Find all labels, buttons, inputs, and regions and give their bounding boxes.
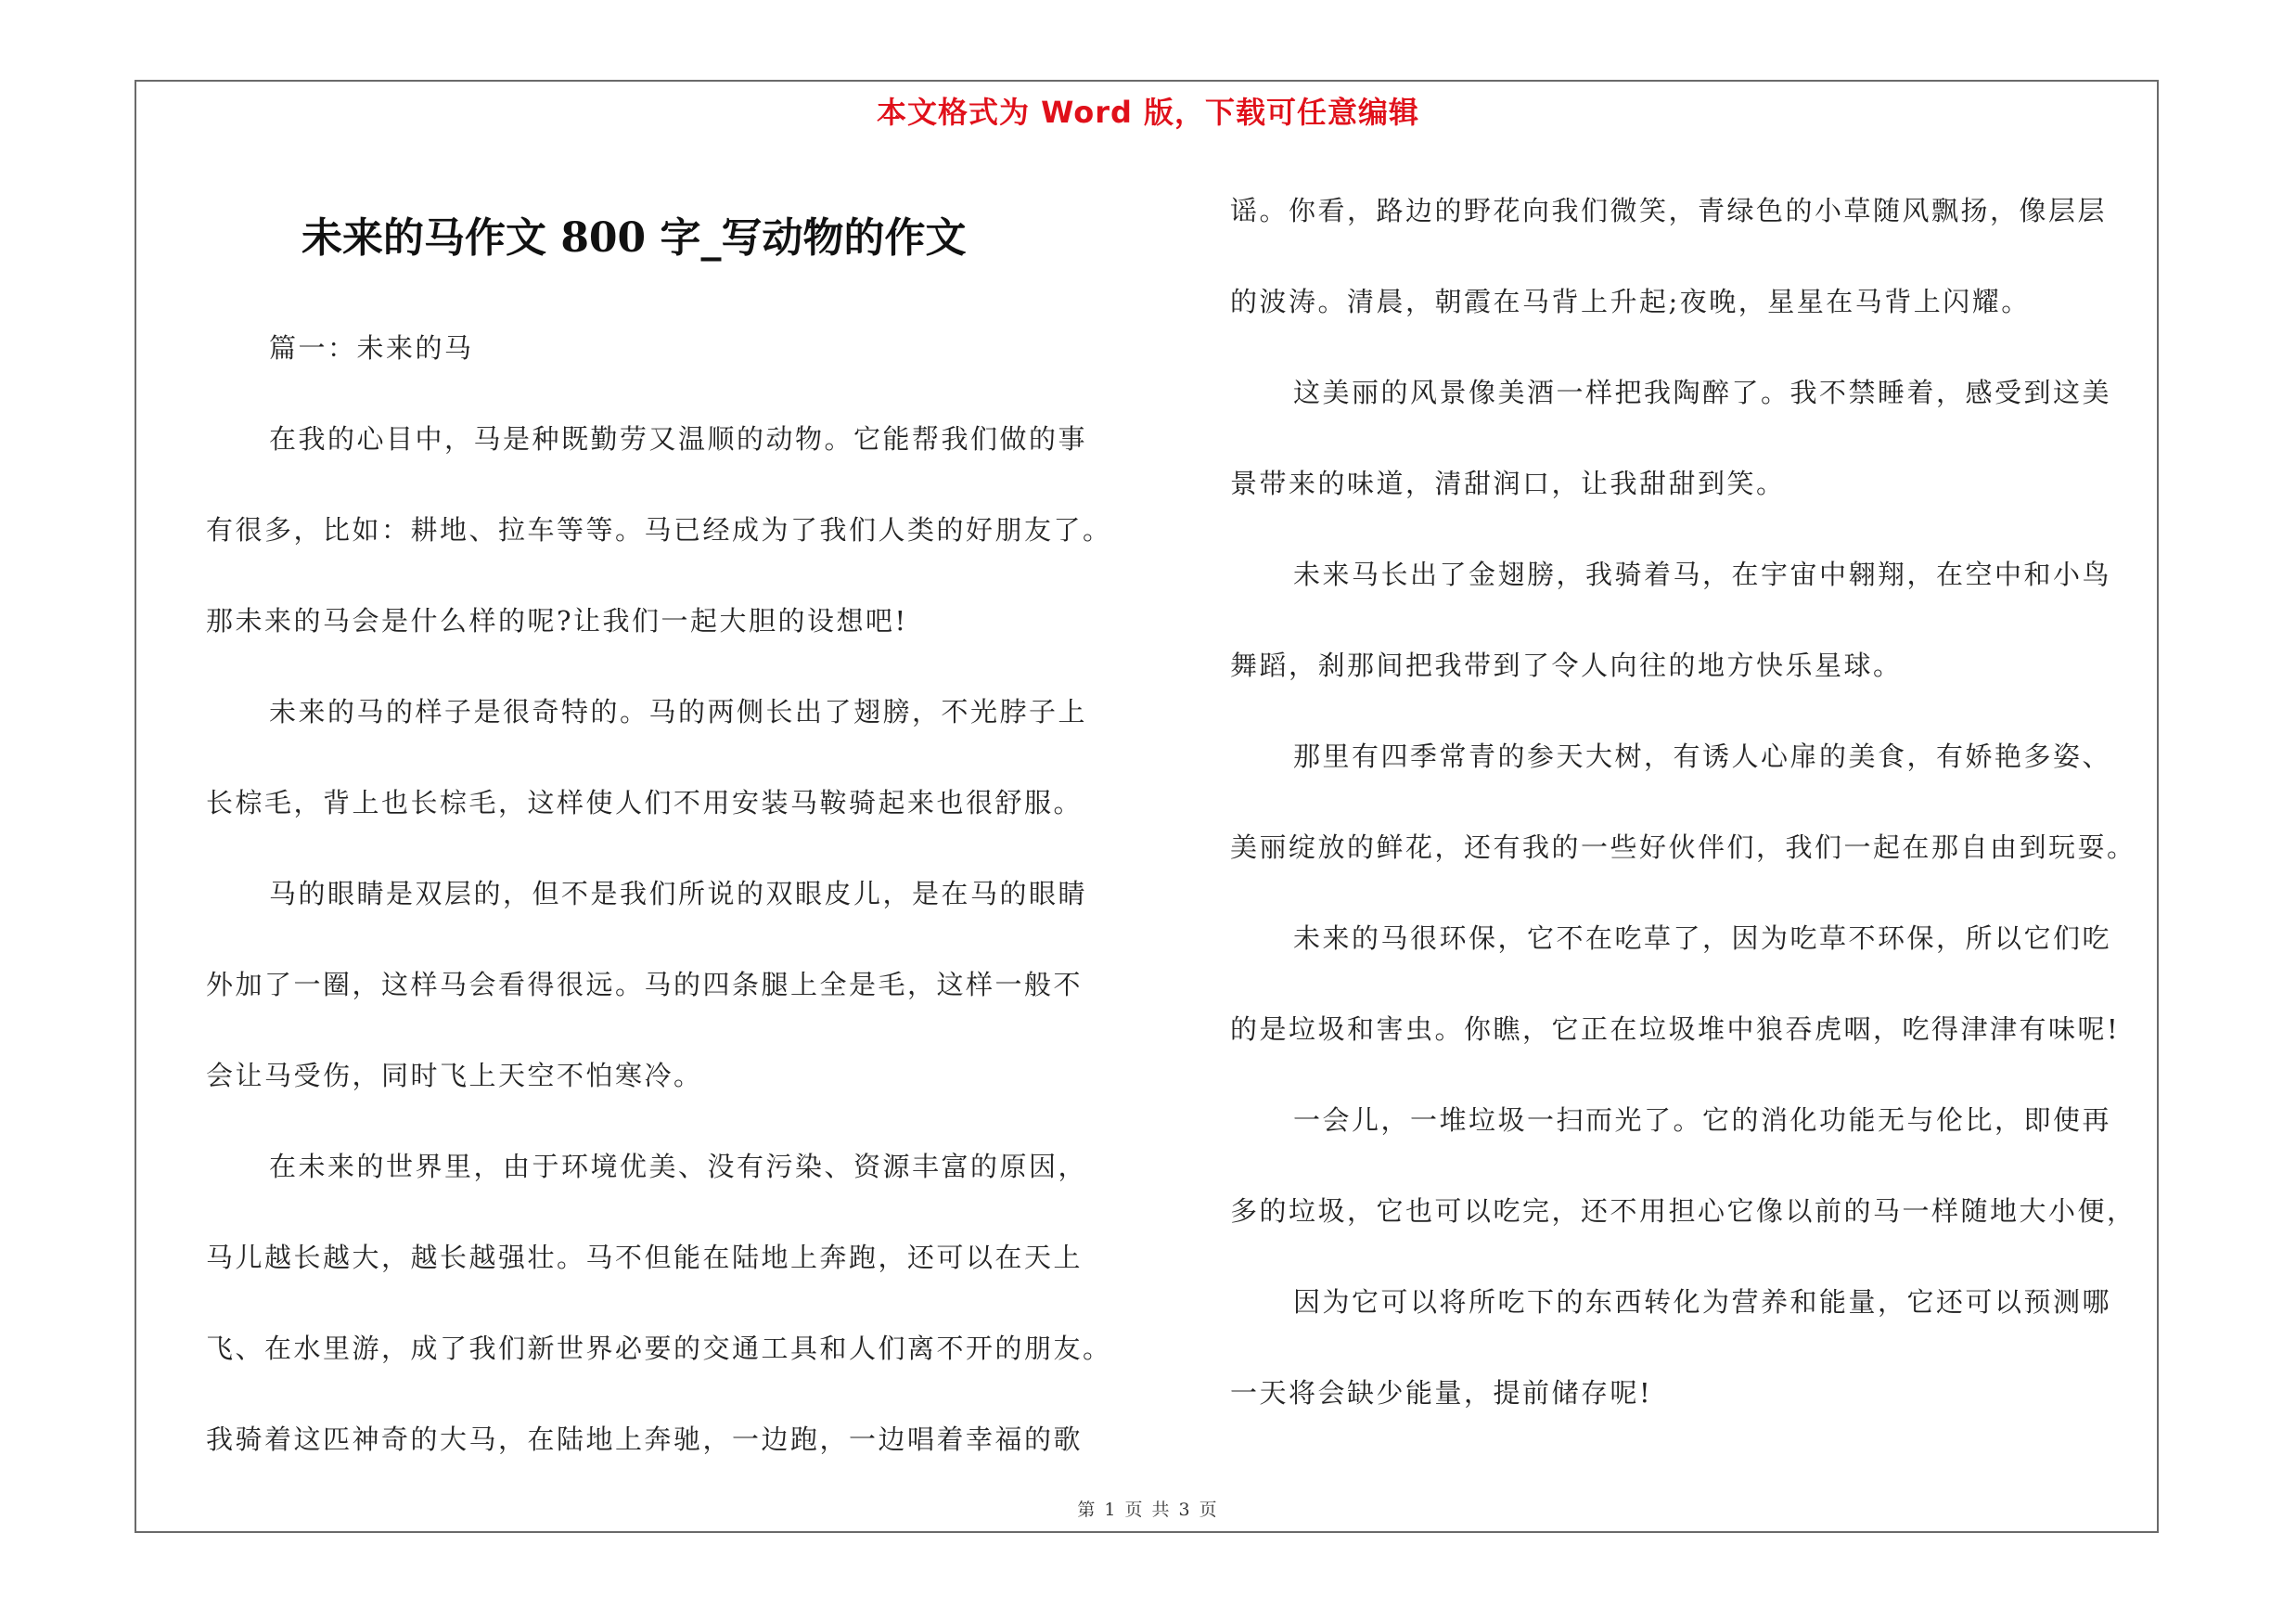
text-line: 一会儿，一堆垃圾一扫而光了。它的消化功能无与伦比，即使再 [1293,1104,2112,1136]
text-line: 美丽绽放的鲜花，还有我的一些好伙伴们，我们一起在那自由到玩耍。 [1230,831,2136,863]
text-line: 会让马受伤，同时飞上天空不怕寒冷。 [206,1060,703,1091]
text-line: 一天将会缺少能量，提前储存呢! [1230,1377,1653,1409]
text-line: 飞、在水里游，成了我们新世界必要的交通工具和人们离不开的朋友。 [206,1333,1112,1364]
text-line: 多的垃圾，它也可以吃完，还不用担心它像以前的马一样随地大小便， [1230,1195,2136,1227]
text-line: 因为它可以将所吃下的东西转化为营养和能量，它还可以预测哪 [1293,1286,2112,1318]
text-line: 马儿越长越大，越长越强壮。马不但能在陆地上奔跑，还可以在天上 [206,1242,1084,1273]
text-line: 马的眼睛是双层的，但不是我们所说的双眼皮儿，是在马的眼睛 [269,878,1088,909]
document-title: 未来的马作文 800 字_写动物的作文 [301,214,967,262]
text-line: 我骑着这匹神奇的大马，在陆地上奔驰，一边跑，一边唱着幸福的歌 [206,1423,1084,1455]
text-line: 未来马长出了金翅膀，我骑着马，在宇宙中翱翔，在空中和小鸟 [1293,559,2112,590]
text-line: 在我的心目中，马是种既勤劳又温顺的动物。它能帮我们做的事 [269,423,1088,455]
text-line: 那未来的马会是什么样的呢?让我们一起大胆的设想吧! [206,605,908,637]
text-line: 长棕毛，背上也长棕毛，这样使人们不用安装马鞍骑起来也很舒服。 [206,787,1084,818]
text-line: 未来的马的样子是很奇特的。马的两侧长出了翅膀，不光脖子上 [269,696,1088,728]
text-line: 未来的马很环保，它不在吃草了，因为吃草不环保，所以它们吃 [1293,922,2112,954]
text-line: 谣。你看，路边的野花向我们微笑，青绿色的小草随风飘扬，像层层 [1230,195,2108,226]
text-line: 篇一：未来的马 [269,332,474,364]
text-line: 有很多，比如：耕地、拉车等等。马已经成为了我们人类的好朋友了。 [206,514,1112,546]
text-line: 景带来的味道，清甜润口，让我甜甜到笑。 [1230,468,1786,499]
page-footer: 第 1 页 共 3 页 [1077,1500,1219,1520]
text-line: 舞蹈，刹那间把我带到了令人向往的地方快乐星球。 [1230,650,1903,681]
text-line: 的是垃圾和害虫。你瞧，它正在垃圾堆中狼吞虎咽，吃得津津有味呢! [1230,1013,2121,1045]
text-line: 这美丽的风景像美酒一样把我陶醉了。我不禁睡着，感受到这美 [1293,377,2112,408]
text-line: 的波涛。清晨，朝霞在马背上升起;夜晚，星星在马背上闪耀。 [1230,286,2031,317]
text-line: 那里有四季常青的参天大树，有诱人心扉的美食，有娇艳多姿、 [1293,741,2112,772]
header-note: 本文格式为 Word 版，下载可任意编辑 [876,95,1420,130]
text-line: 外加了一圈，这样马会看得很远。马的四条腿上全是毛，这样一般不 [206,969,1084,1000]
text-line: 在未来的世界里，由于环境优美、没有污染、资源丰富的原因， [269,1151,1088,1182]
